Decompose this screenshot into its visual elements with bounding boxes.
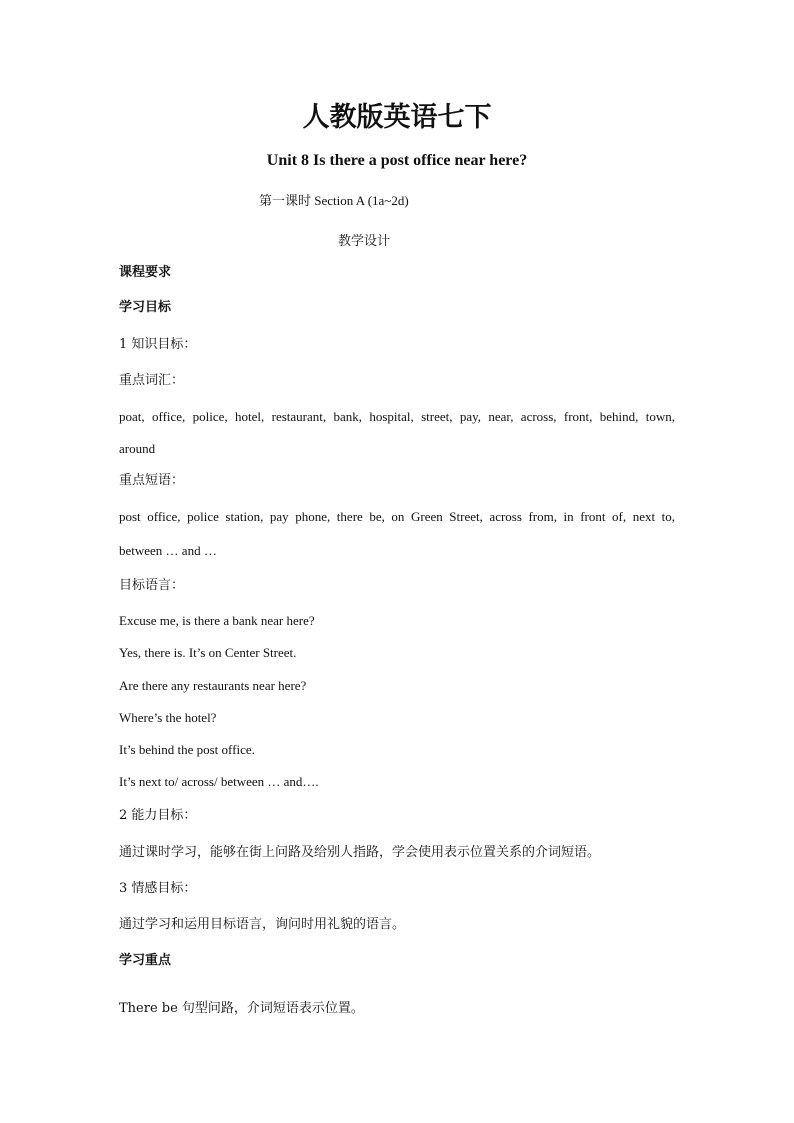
knowledge-objective-heading: 1 知识目标： <box>119 337 197 352</box>
ability-objective-heading: 2 能力目标： <box>119 808 197 823</box>
target-language-label: 目标语言： <box>119 578 185 593</box>
target-sentence: Where’s the hotel? <box>119 710 217 725</box>
key-points-text: There be 句型问路，介词短语表示位置。 <box>119 1001 364 1016</box>
key-vocab-label: 重点词汇： <box>119 373 185 388</box>
key-vocab-line-1: poat, office, police, hotel, restaurant, bank, hospital, street, pay, near, across, front, behind, town, <box>119 409 675 424</box>
emotion-objective-text: 通过学习和运用目标语言，询问时用礼貌的语言。 <box>119 917 406 932</box>
section-heading-learning-objectives: 学习目标 <box>119 300 172 315</box>
document-title: 人教版英语七下 <box>302 102 492 133</box>
key-phrases-label: 重点短语： <box>119 473 185 488</box>
target-sentence: It’s behind the post office. <box>119 742 255 757</box>
target-sentence: Are there any restaurants near here? <box>119 678 307 693</box>
emotion-objective-heading: 3 情感目标： <box>119 881 197 896</box>
key-vocab-line-2: around <box>119 441 156 456</box>
section-heading-key-points: 学习重点 <box>119 953 172 968</box>
lesson-label: 第一课时 Section A (1a~2d) <box>259 193 409 208</box>
key-phrases-line-1: post office, police station, pay phone, there be, on Green Street, across from, in front of, next to, <box>119 509 675 524</box>
target-sentence: Yes, there is. It’s on Center Street. <box>119 645 297 660</box>
section-heading-course-requirements: 课程要求 <box>119 265 172 280</box>
ability-objective-text: 通过课时学习，能够在街上问路及给别人指路，学会使用表示位置关系的介词短语。 <box>119 845 601 860</box>
target-sentence: It’s next to/ across/ between … and…. <box>119 774 319 789</box>
design-label: 教学设计 <box>338 234 391 249</box>
key-phrases-line-2: between … and … <box>119 543 217 558</box>
target-sentence: Excuse me, is there a bank near here? <box>119 613 315 628</box>
document-subtitle: Unit 8 Is there a post office near here? <box>266 152 528 169</box>
